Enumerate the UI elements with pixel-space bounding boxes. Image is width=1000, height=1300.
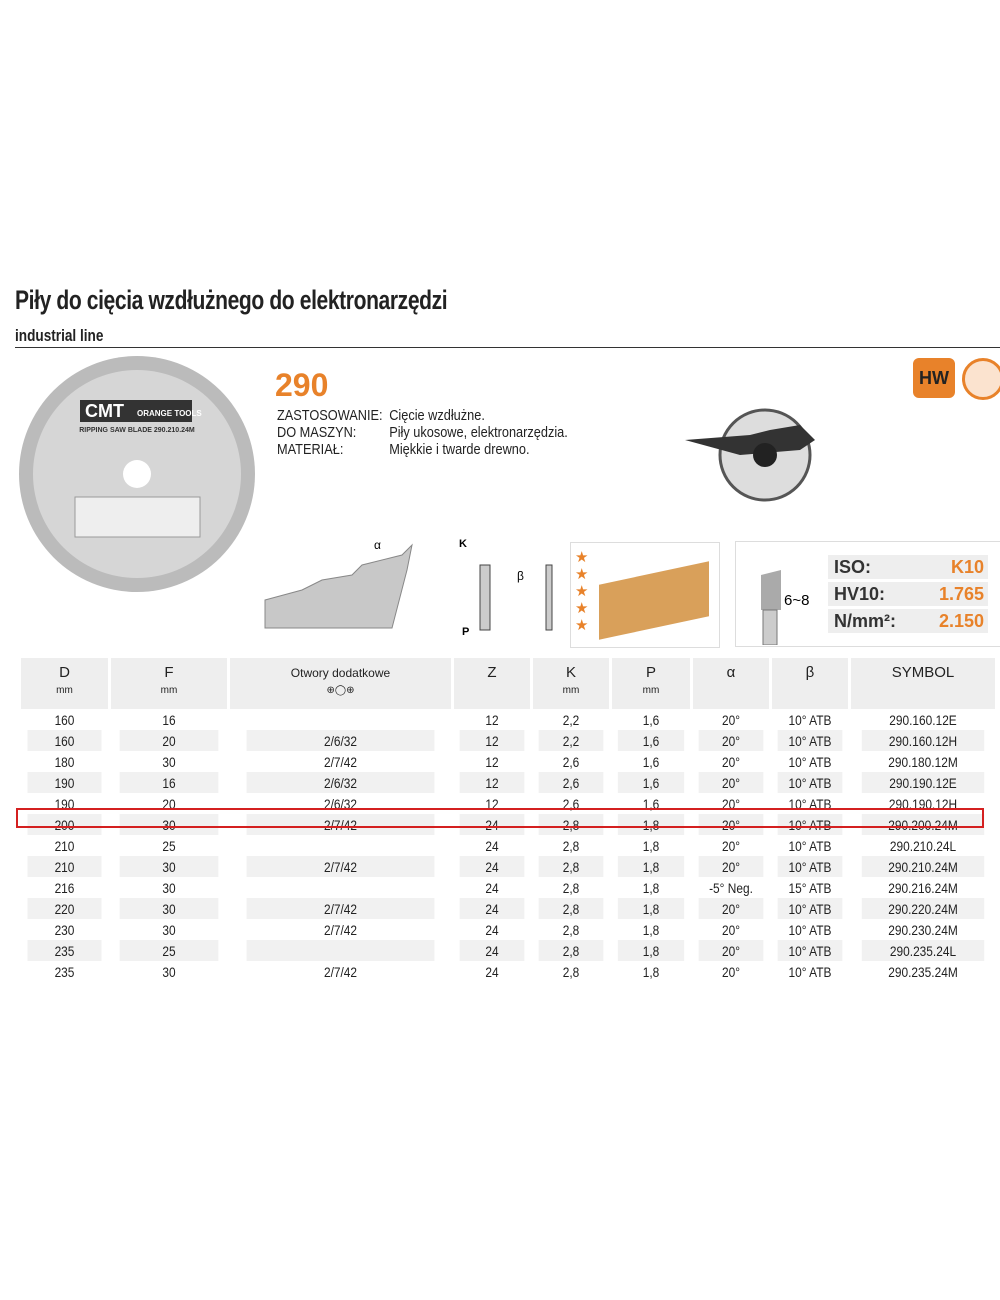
header-label: F <box>164 664 174 681</box>
table-cell: 290.216.24M <box>888 879 958 896</box>
table-cell: 290.200.24M <box>862 814 984 835</box>
table-cell: 1,6 <box>642 795 660 812</box>
table-cell: 30 <box>162 753 176 770</box>
spec-value: Miękkie i twarde drewno. <box>389 441 530 458</box>
table-cell: 20° <box>721 963 740 980</box>
table-cell: 24 <box>460 898 525 919</box>
table-cell: 2/7/42 <box>247 856 435 877</box>
table-cell: 16 <box>162 711 176 728</box>
table-cell: 30 <box>162 963 176 980</box>
table-cell: 30 <box>120 898 219 919</box>
table-cell: 190 <box>28 772 102 793</box>
table-row <box>21 898 995 919</box>
hw-badge: HW <box>913 358 955 398</box>
header-label: Z <box>487 664 497 681</box>
table-cell: 220 <box>28 898 102 919</box>
table-cell: 290.190.12H <box>888 795 958 812</box>
table-row <box>21 919 995 940</box>
table-cell: 2,8 <box>562 837 580 854</box>
table-cell: 10° ATB <box>778 940 843 961</box>
table-cell: 20 <box>120 730 219 751</box>
table-cell: 2,8 <box>539 856 604 877</box>
table-cell: 2,8 <box>562 921 580 938</box>
height-label: 6~8 <box>784 592 810 609</box>
svg-text:CMT: CMT <box>85 401 124 421</box>
table-cell: 10° ATB <box>788 837 832 854</box>
material-label: N/mm²: <box>834 611 896 631</box>
spec-value: Cięcie wzdłużne. <box>389 407 485 424</box>
table-cell: 235 <box>28 940 102 961</box>
table-cell: 290.210.24L <box>889 837 957 854</box>
table-cell: 290.180.12M <box>888 753 958 770</box>
page-title: Piły do cięcia wzdłużnego do elektronarzędzi <box>15 285 448 315</box>
table-cell: 20° <box>721 711 740 728</box>
table-cell: 190 <box>54 795 75 812</box>
table-cell: 24 <box>485 837 499 854</box>
table-cell: 15° ATB <box>788 879 832 896</box>
blade-text: RIPPING SAW BLADE 290.210.24M <box>79 427 195 434</box>
table-cell: 290.160.12E <box>889 711 957 728</box>
table-cell: 20° <box>721 921 740 938</box>
table-cell: 210 <box>54 837 75 854</box>
table-cell: 2/7/42 <box>247 898 435 919</box>
table-cell: 20° <box>721 795 740 812</box>
table-cell <box>247 709 435 730</box>
table-cell: 200 <box>28 814 102 835</box>
spec-row <box>277 441 530 458</box>
column-header <box>111 658 227 709</box>
table-cell: 10° ATB <box>778 814 843 835</box>
table-cell: 180 <box>54 753 75 770</box>
table-cell: 1,8 <box>642 963 660 980</box>
table-cell: 2,6 <box>562 753 580 770</box>
table-cell: 12 <box>485 753 499 770</box>
material-label: HV10: <box>834 584 886 604</box>
material-row <box>828 609 988 633</box>
column-header <box>230 658 451 709</box>
spec-value: Piły ukosowe, elektronarzędzia. <box>389 424 568 441</box>
table-cell <box>247 877 435 898</box>
table-cell <box>247 940 435 961</box>
material-row <box>828 582 988 606</box>
table-cell: 230 <box>54 921 75 938</box>
table-cell: 2,8 <box>562 879 580 896</box>
table-cell: 10° ATB <box>778 772 843 793</box>
header-label: β <box>805 664 815 681</box>
table-cell: 10° ATB <box>778 898 843 919</box>
table-cell: 20 <box>162 795 176 812</box>
table-row <box>21 856 995 877</box>
table-cell: 30 <box>120 856 219 877</box>
table-cell: 20° <box>699 772 764 793</box>
table-cell: 1,8 <box>618 940 684 961</box>
column-header <box>612 658 690 709</box>
material-value: K10 <box>950 557 984 577</box>
table-cell: 24 <box>485 879 499 896</box>
table-cell: 20° <box>699 814 764 835</box>
table-cell: -5° Neg. <box>709 879 753 896</box>
column-header <box>772 658 848 709</box>
table-cell: 235 <box>54 963 75 980</box>
page-subtitle: industrial line <box>15 326 104 345</box>
table-cell: 10° ATB <box>788 921 832 938</box>
table-cell: 160 <box>54 711 75 728</box>
table-cell: 2/7/42 <box>247 814 435 835</box>
spec-row <box>277 424 568 441</box>
table-cell: 290.220.24M <box>862 898 984 919</box>
header-label: P <box>645 664 656 681</box>
table-row <box>21 730 995 751</box>
column-header <box>454 658 530 709</box>
table-cell: 20° <box>699 856 764 877</box>
alpha-label: α <box>374 538 381 552</box>
table-row <box>21 940 995 961</box>
table-cell: 1,8 <box>618 856 684 877</box>
header-unit: mm <box>562 685 580 696</box>
table-cell: 10° ATB <box>788 753 832 770</box>
table-cell: 2,6 <box>562 795 580 812</box>
safety-icon <box>962 358 1000 400</box>
beta-label: β <box>517 569 524 583</box>
table-cell <box>247 835 435 856</box>
header-unit: mm <box>160 685 178 696</box>
table-cell: 2,8 <box>539 940 604 961</box>
table-cell: 10° ATB <box>778 856 843 877</box>
header-unit: mm <box>56 685 73 696</box>
table-cell: 1,6 <box>618 730 684 751</box>
p-label: P <box>462 626 470 638</box>
table-row <box>21 835 995 856</box>
table-cell: 20° <box>699 730 764 751</box>
table-cell: 2,6 <box>539 772 604 793</box>
column-header <box>21 658 108 709</box>
table-cell: 10° ATB <box>788 711 832 728</box>
header-unit: mm <box>642 685 660 696</box>
material-row <box>828 555 988 579</box>
table-cell: 10° ATB <box>788 963 832 980</box>
table-cell: 10° ATB <box>778 730 843 751</box>
table-row <box>21 961 995 982</box>
table-cell: 2,8 <box>562 963 580 980</box>
header-label: D <box>59 664 70 681</box>
table-cell: 24 <box>460 940 525 961</box>
header-label: α <box>726 664 736 681</box>
table-cell: 1,6 <box>642 753 660 770</box>
spec-label: ZASTOSOWANIE: <box>277 407 383 424</box>
spec-label: DO MASZYN: <box>277 424 357 441</box>
spec-row <box>277 407 485 424</box>
table-cell: 20° <box>721 837 740 854</box>
highlighted-row-frame <box>16 808 984 828</box>
table-cell: 1,6 <box>642 711 660 728</box>
table-row <box>21 877 995 898</box>
table-cell: 1,8 <box>642 921 660 938</box>
table-cell: 30 <box>162 879 176 896</box>
table-cell: 2/7/42 <box>323 753 358 770</box>
table-row <box>21 751 995 772</box>
table-cell: 24 <box>485 963 499 980</box>
table-cell: 20° <box>699 898 764 919</box>
table-cell: 10° ATB <box>788 795 832 812</box>
table-cell: 1,8 <box>642 879 660 896</box>
saw-blade-image <box>15 352 260 597</box>
table-cell: 2,2 <box>562 711 580 728</box>
svg-text:ORANGE TOOLS: ORANGE TOOLS <box>137 409 202 418</box>
table-cell: 290.190.12E <box>862 772 984 793</box>
table-row <box>21 772 995 793</box>
table-cell: 290.160.12H <box>862 730 984 751</box>
table-cell: 290.230.24M <box>888 921 958 938</box>
table-cell: 30 <box>162 921 176 938</box>
table-cell: 2,8 <box>539 814 604 835</box>
material-label: ISO: <box>834 557 872 577</box>
table-cell: 24 <box>460 814 525 835</box>
table-row <box>21 709 995 730</box>
table-cell: 2/7/42 <box>323 921 358 938</box>
table-cell: 16 <box>120 772 219 793</box>
table-cell: 210 <box>28 856 102 877</box>
table-cell: 24 <box>460 856 525 877</box>
material-value: 2.150 <box>938 611 984 631</box>
table-cell: 1,8 <box>618 814 684 835</box>
table-cell: 2/7/42 <box>323 963 358 980</box>
table-cell: 216 <box>54 879 75 896</box>
table-cell: 20° <box>699 940 764 961</box>
table-cell: 290.235.24L <box>862 940 984 961</box>
table-cell: 30 <box>120 814 219 835</box>
table-cell: 1,6 <box>618 772 684 793</box>
wood-board-image <box>599 561 709 639</box>
table-cell: 2/6/32 <box>247 730 435 751</box>
table-cell: 25 <box>120 940 219 961</box>
table-cell: 12 <box>460 772 525 793</box>
table-cell: 12 <box>460 730 525 751</box>
table-cell: 12 <box>485 795 499 812</box>
table-cell: 12 <box>485 711 499 728</box>
column-header <box>533 658 609 709</box>
table-cell: 2/6/32 <box>247 772 435 793</box>
header-label: K <box>565 664 576 681</box>
column-header <box>693 658 769 709</box>
tooth-tip-diagram <box>751 550 831 645</box>
star-icons: ★ ★ ★ ★ ★ <box>575 549 589 634</box>
table-cell: 20° <box>721 753 740 770</box>
product-code: 290 <box>275 367 329 403</box>
material-value: 1.765 <box>938 584 984 604</box>
table-cell: 2,2 <box>539 730 604 751</box>
table-cell: 2/6/32 <box>323 795 358 812</box>
spec-label: MATERIAŁ: <box>277 441 344 458</box>
table-cell: 2,8 <box>539 898 604 919</box>
divider <box>15 347 1000 348</box>
k-label: K <box>459 538 467 550</box>
table-cell: 160 <box>28 730 102 751</box>
table-cell: 1,8 <box>618 898 684 919</box>
table-cell: 1,8 <box>642 837 660 854</box>
header-unit: ⊕◯⊕ <box>326 685 355 696</box>
table-cell: 25 <box>162 837 176 854</box>
header-label: SYMBOL <box>891 664 955 681</box>
table-cell: 290.210.24M <box>862 856 984 877</box>
header-label: Otwory dodatkowe <box>290 666 391 680</box>
circular-saw-image <box>680 395 830 510</box>
rating-box <box>570 542 720 648</box>
table-cell: 24 <box>485 921 499 938</box>
table-cell: 290.235.24M <box>888 963 958 980</box>
column-header <box>851 658 995 709</box>
tooth-angle-diagram <box>262 535 562 645</box>
